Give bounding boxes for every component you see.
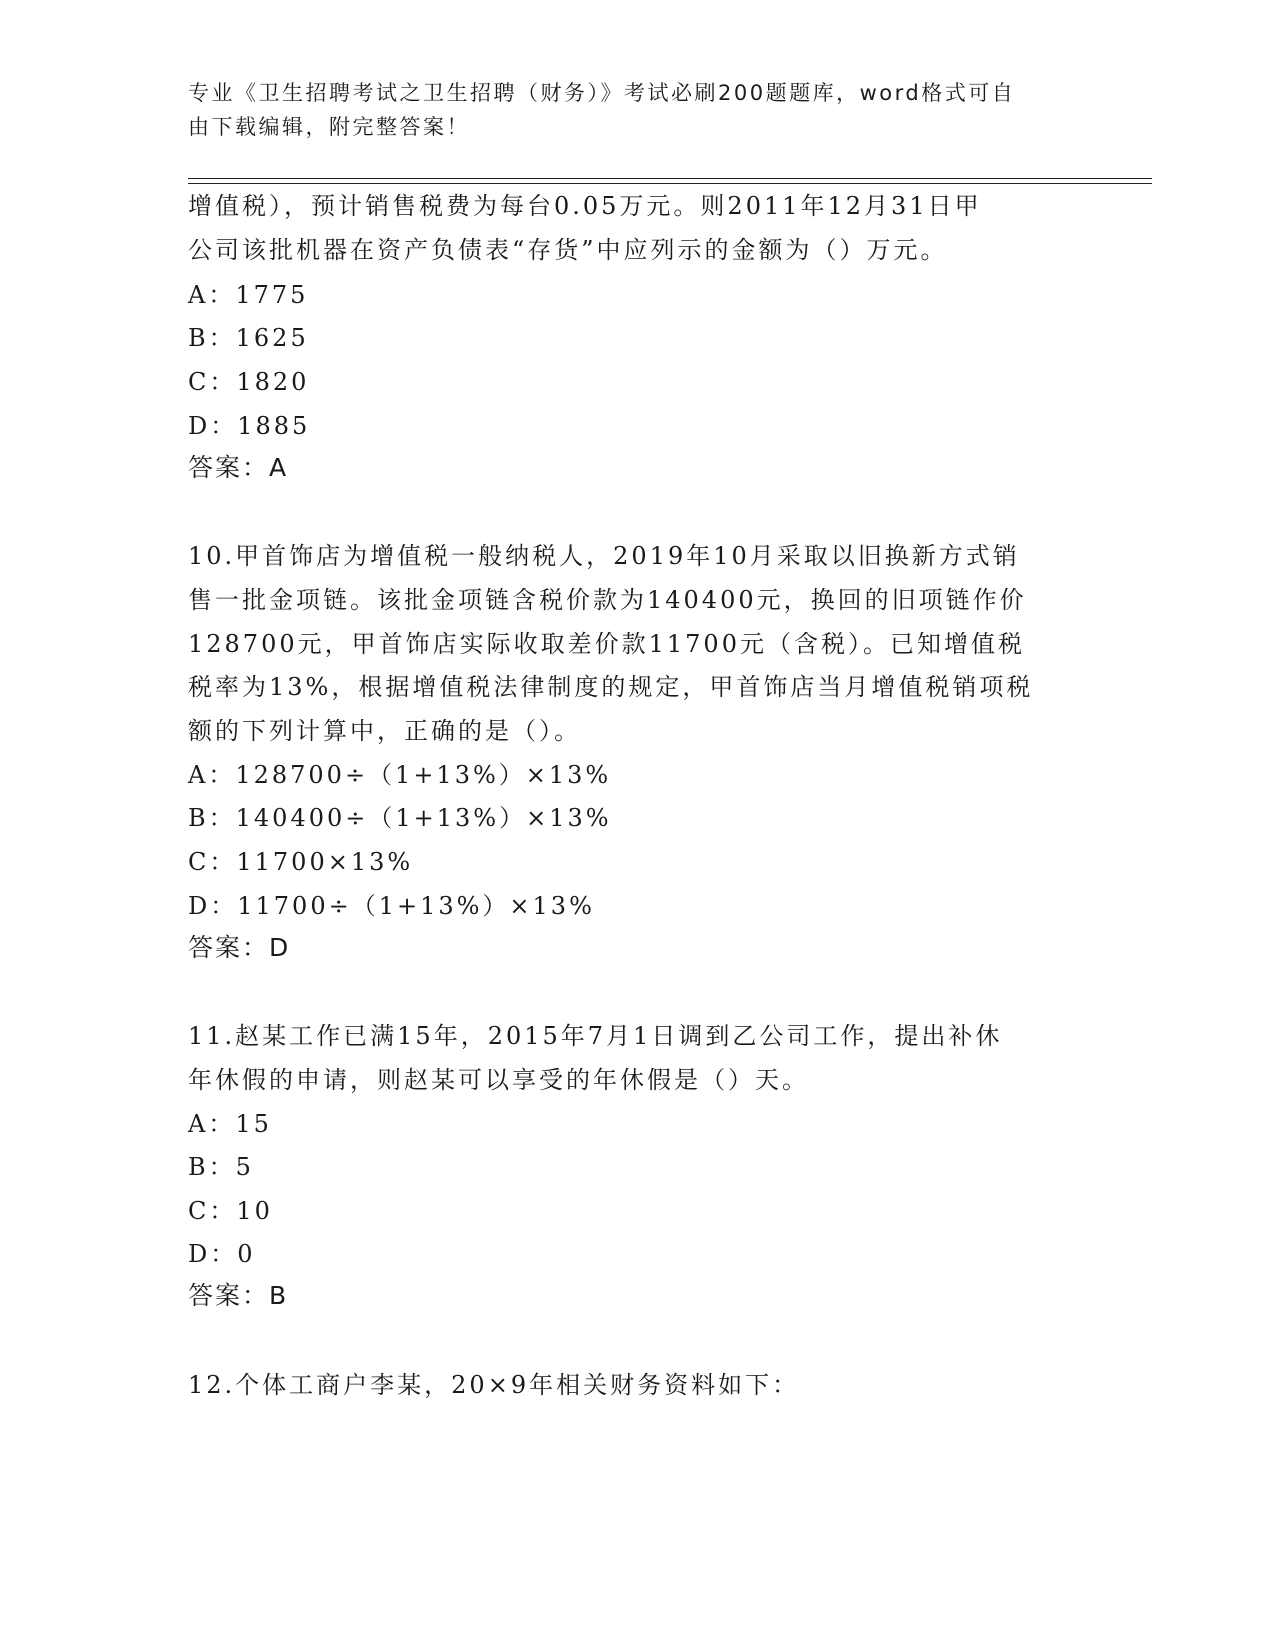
question-9-option-a: A：1775 <box>188 281 309 309</box>
question-9-answer: 答案：A <box>188 453 289 482</box>
header-title-line-1: 专业《卫生招聘考试之卫生招聘（财务）》考试必刷200题题库，word格式可自 <box>188 81 1016 105</box>
question-12-text-line-1: 12.个体工商户李某，20×9年相关财务资料如下： <box>188 1371 800 1399</box>
header-divider-top <box>188 178 1152 179</box>
document-header <box>188 76 1078 144</box>
question-11-option-d: D：0 <box>188 1240 256 1268</box>
question-10-answer: 答案：D <box>188 933 291 962</box>
question-9-option-d: D：1885 <box>188 412 311 440</box>
question-10-text-line-5: 额的下列计算中，正确的是（）。 <box>188 717 581 745</box>
question-11-option-a: A：15 <box>188 1110 272 1138</box>
question-10-option-b: B：140400÷（1+13%）×13% <box>188 804 612 832</box>
question-9-option-c: C：1820 <box>188 368 310 396</box>
question-9-option-b: B：1625 <box>188 324 309 352</box>
question-11-text-line-1: 11.赵某工作已满15年，2015年7月1日调到乙公司工作，提出补休 <box>188 1022 1003 1050</box>
question-10-option-a: A：128700÷（1+13%）×13% <box>188 761 612 789</box>
question-11-text-line-2: 年休假的申请，则赵某可以享受的年休假是（）天。 <box>188 1066 809 1094</box>
question-9-text-line-1: 增值税），预计销售税费为每台0.05万元。则2011年12月31日甲 <box>188 192 982 220</box>
question-11-option-b: B：5 <box>188 1153 254 1181</box>
header-title-line-2: 由下载编辑，附完整答案！ <box>188 115 470 139</box>
question-11-option-c: C：10 <box>188 1197 273 1225</box>
header-divider-bottom <box>188 183 1152 184</box>
question-10-option-d: D：11700÷（1+13%）×13% <box>188 892 595 920</box>
question-11-answer: 答案：B <box>188 1281 289 1310</box>
question-10-text-line-1: 10.甲首饰店为增值税一般纳税人，2019年10月采取以旧换新方式销 <box>188 542 1020 570</box>
question-10-text-line-3: 128700元，甲首饰店实际收取差价款11700元（含税）。已知增值税 <box>188 630 1025 658</box>
question-10-text-line-2: 售一批金项链。该批金项链含税价款为140400元，换回的旧项链作价 <box>188 586 1027 614</box>
question-10-option-c: C：11700×13% <box>188 848 414 876</box>
question-10-text-line-4: 税率为13%，根据增值税法律制度的规定，甲首饰店当月增值税销项税 <box>188 673 1034 701</box>
question-9-text-line-2: 公司该批机器在资产负债表“存货”中应列示的金额为（）万元。 <box>188 236 948 264</box>
